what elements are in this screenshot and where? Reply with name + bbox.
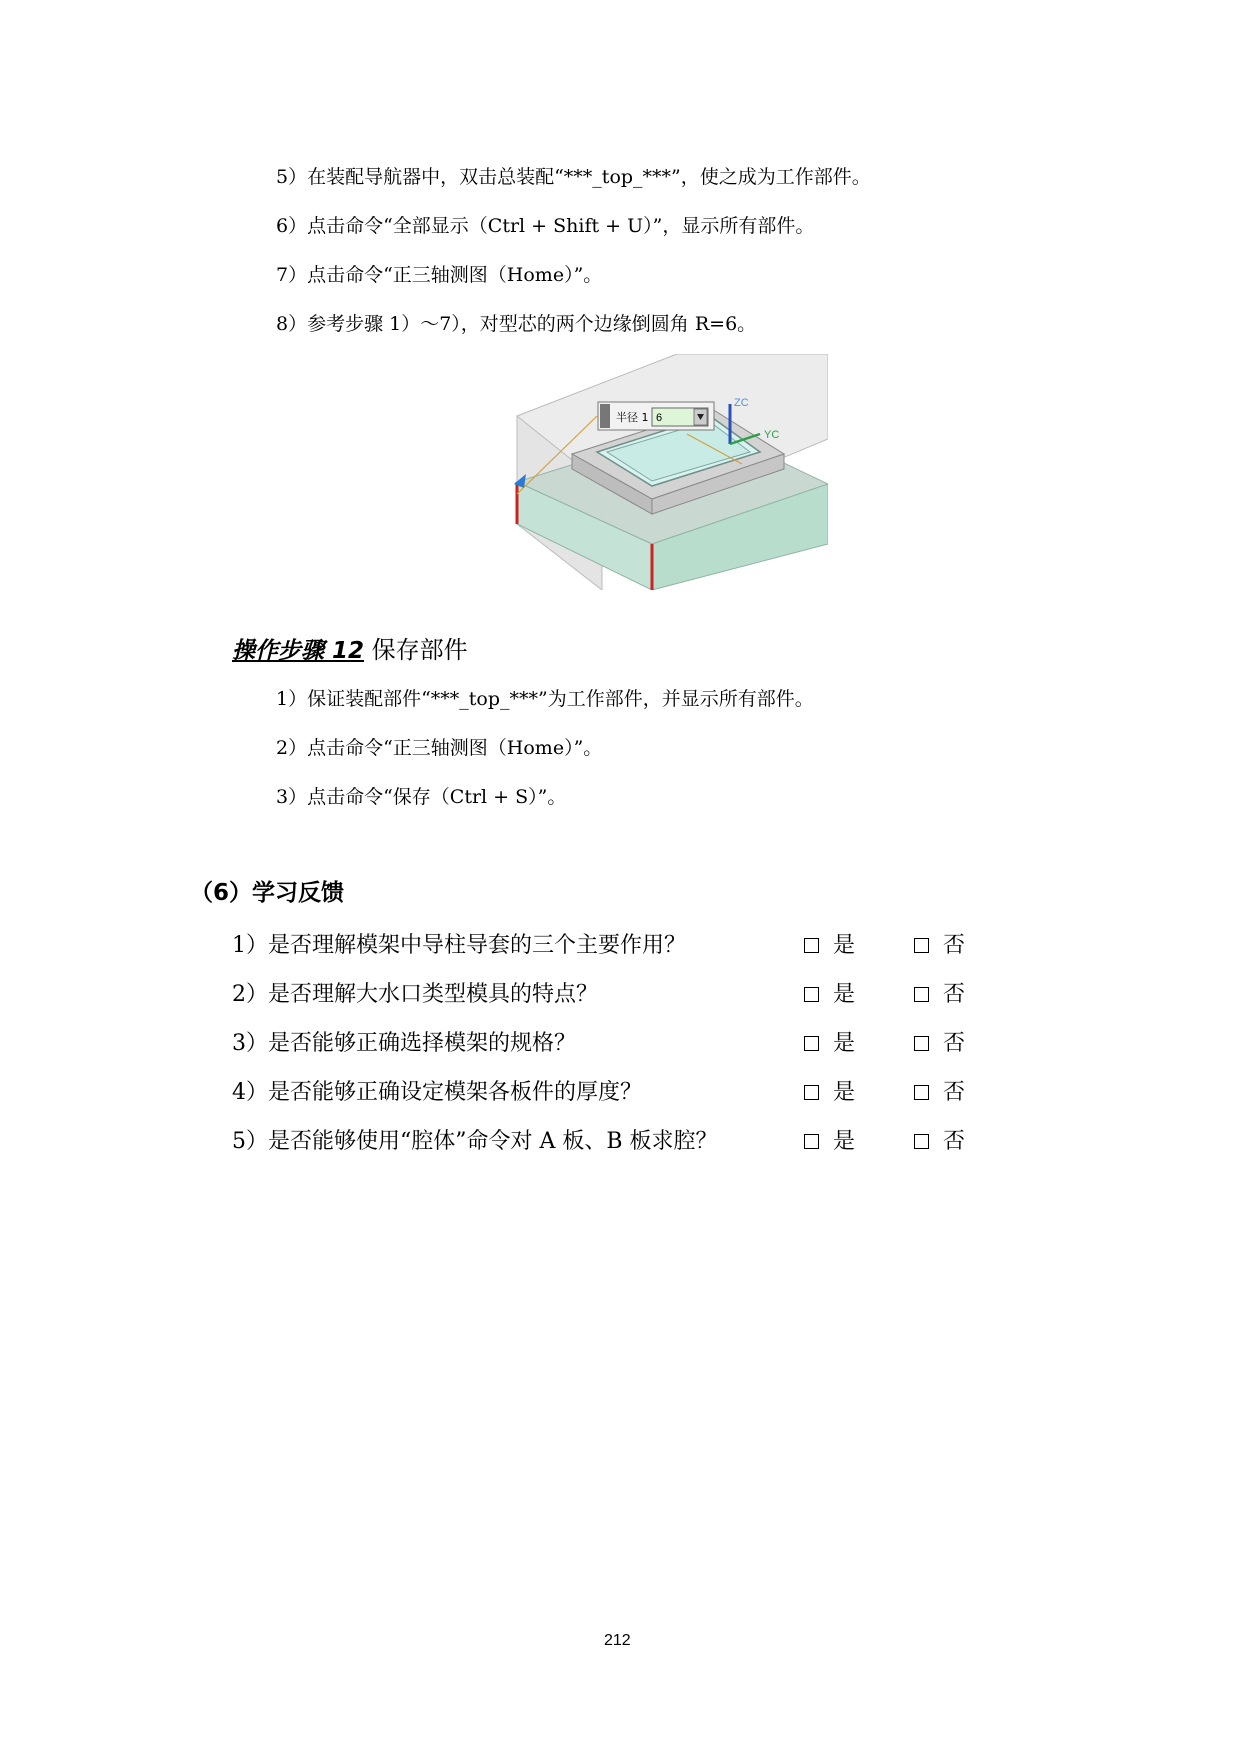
yes-option[interactable] — [804, 977, 855, 1008]
step-12-title: 保存部件 — [371, 636, 468, 664]
radius-label: 半径 1 — [616, 411, 649, 424]
feedback-question: 3）是否能够正确选择模架的规格？ — [232, 1031, 576, 1056]
feedback-question: 4）是否能够正确设定模架各板件的厚度？ — [232, 1080, 642, 1105]
checkbox[interactable] — [914, 987, 929, 1002]
feedback-row — [232, 1075, 992, 1109]
step-8-text: 8）参考步骤 1）～7），对型芯的两个边缘倒圆角 R=6。 — [276, 313, 757, 335]
checkbox[interactable] — [914, 1134, 929, 1149]
yc-axis-label: YC — [764, 429, 780, 441]
checkbox[interactable] — [804, 938, 819, 953]
feedback-heading: （6）学习反馈 — [190, 880, 345, 906]
feedback-row — [232, 928, 992, 962]
radius-dialog[interactable] — [598, 402, 714, 430]
yes-option[interactable] — [804, 1124, 855, 1155]
step-5-text: 5）在装配导航器中，双击总装配“***_top_***”，使之成为工作部件。 — [276, 166, 871, 188]
step-12-label: 操作步骤 12 — [232, 638, 365, 664]
page-number: 212 — [604, 1632, 631, 1649]
checkbox[interactable] — [914, 1036, 929, 1051]
no-option[interactable] — [914, 1026, 965, 1057]
feedback-row — [232, 977, 992, 1011]
feedback-row — [232, 1026, 992, 1060]
yes-option[interactable] — [804, 928, 855, 959]
yes-label: 是 — [833, 982, 856, 1007]
radius-value: 6 — [656, 412, 663, 424]
no-label: 否 — [943, 1080, 966, 1105]
no-option[interactable] — [914, 928, 965, 959]
yes-label: 是 — [833, 933, 856, 958]
yes-label: 是 — [833, 1031, 856, 1056]
no-option[interactable] — [914, 977, 965, 1008]
no-label: 否 — [943, 1129, 966, 1154]
no-option[interactable] — [914, 1124, 965, 1155]
yes-label: 是 — [833, 1080, 856, 1105]
yes-option[interactable] — [804, 1075, 855, 1106]
yes-option[interactable] — [804, 1026, 855, 1057]
step-6-text: 6）点击命令“全部显示（Ctrl + Shift + U）”，显示所有部件。 — [276, 215, 815, 237]
no-option[interactable] — [914, 1075, 965, 1106]
checkbox[interactable] — [804, 1134, 819, 1149]
no-label: 否 — [943, 933, 966, 958]
feedback-row — [232, 1124, 992, 1158]
step12-item-2: 2）点击命令“正三轴测图（Home）”。 — [276, 737, 603, 759]
feedback-question: 2）是否理解大水口类型模具的特点？ — [232, 982, 598, 1007]
step-7-text: 7）点击命令“正三轴测图（Home）”。 — [276, 264, 603, 286]
feedback-question: 5）是否能够使用“腔体”命令对 A 板、B 板求腔？ — [232, 1129, 718, 1154]
zc-axis-label: ZC — [734, 397, 749, 409]
step12-item-1: 1）保证装配部件“***_top_***”为工作部件，并显示所有部件。 — [276, 688, 814, 710]
yes-label: 是 — [833, 1129, 856, 1154]
checkbox[interactable] — [914, 938, 929, 953]
step-12-heading — [232, 630, 468, 665]
cad-fillet-figure — [512, 354, 828, 590]
checkbox[interactable] — [914, 1085, 929, 1100]
checkbox[interactable] — [804, 987, 819, 1002]
checkbox[interactable] — [804, 1036, 819, 1051]
checkbox[interactable] — [804, 1085, 819, 1100]
no-label: 否 — [943, 982, 966, 1007]
feedback-question: 1）是否理解模架中导柱导套的三个主要作用？ — [232, 933, 686, 958]
step12-item-3: 3）点击命令“保存（Ctrl + S）”。 — [276, 786, 567, 808]
no-label: 否 — [943, 1031, 966, 1056]
